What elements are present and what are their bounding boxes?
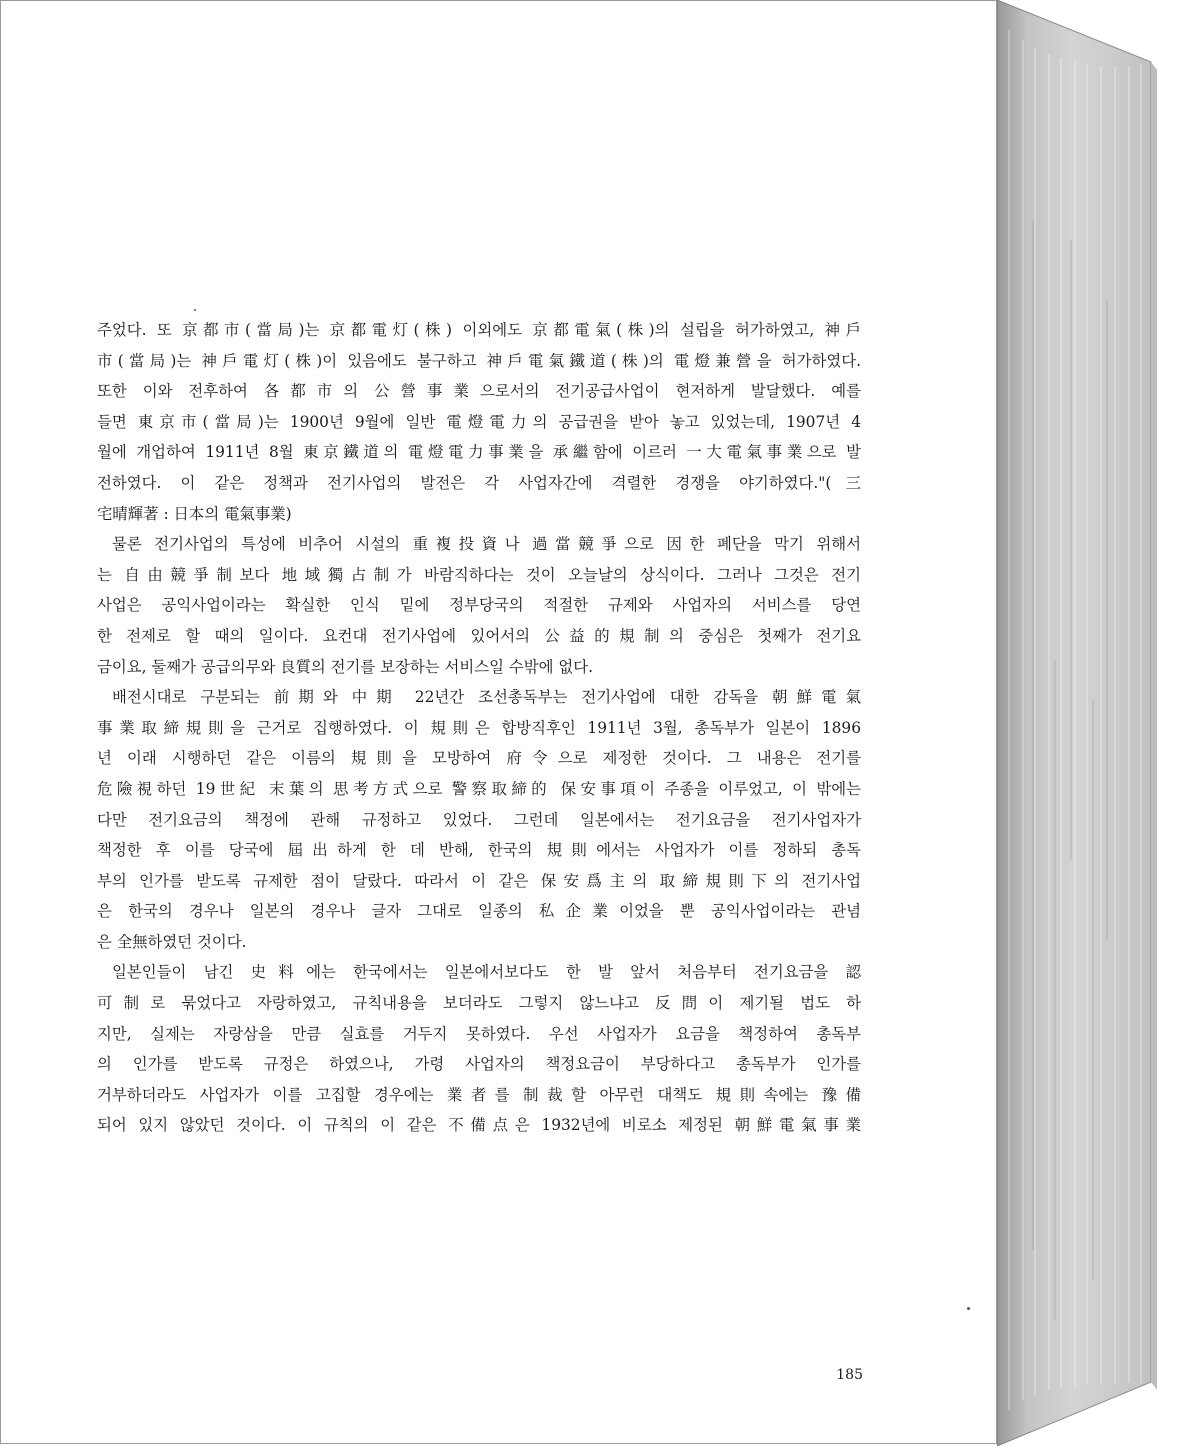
text-line: 可制로 묶었다고 자랑하였고, 규칙내용을 보더라도 그렇지 않느냐고 反問이 제기될 법도 하 [97, 994, 862, 1013]
text-line: 일본인들이 남긴 史料에는 한국에서는 일본에서보다도 한 발 앞서 처음부터 전기요금을 認 [112, 963, 861, 982]
book-page-stack-edge [997, 0, 1195, 1446]
text-line: 사업은 공익사업이라는 확실한 인식 밑에 정부당국의 적절한 규제와 사업자의 서비스를 당연 [97, 596, 861, 615]
stack-shadow [997, 0, 1151, 1446]
text-line: 는 自由競爭制보다 地域獨占制가 바람직하다는 것이 오늘날의 상식이다. 그러나 그것은 전기 [97, 565, 861, 584]
page-speck [967, 1307, 970, 1310]
stack-drop-shadow [1151, 62, 1157, 1390]
text-line: 危險視하던 19世紀 末葉의 思考方式으로 警察取締的 保安事項이 주종을 이루었고, 이 밖에는 [97, 779, 861, 798]
text-line: 事業取締規則을 근거로 집행하였다. 이 規則은 합방직후인 1911년 3월, 총독부가 일본이 1896 [97, 718, 861, 737]
text-line: 월에 개업하여 1911년 8월 東京鐵道의 電燈電力事業을 承繼함에 이르러 一大電氣事業으로 발 [97, 443, 861, 462]
text-line: 되어 있지 않았던 것이다. 이 규칙의 이 같은 不備点은 1932년에 비로소 제정된 朝鮮電氣事業 [97, 1116, 861, 1135]
text-line: 은 한국의 경우나 일본의 경우나 글자 그대로 일종의 私企業이었을 뿐 공익사업이라는 관념 [97, 902, 861, 921]
page-speck [194, 309, 196, 311]
page-number: 185 [836, 1367, 863, 1383]
text-line: 지만, 실제는 자랑삼을 만큼 실효를 거두지 못하였다. 우선 사업자가 요금을 책정하여 총독부 [97, 1024, 861, 1043]
text-line: 宅晴輝著 : 日本의 電氣事業) [97, 504, 292, 523]
text-line: 배전시대로 구분되는 前期와 中期 22년간 조선총독부는 전기사업에 대한 감독을 朝鮮電氣 [112, 688, 861, 707]
text-line: 물론 전기사업의 특성에 비추어 시설의 重複投資나 過當競爭으로 因한 폐단을 막기 위해서 [112, 535, 861, 554]
body-text [97, 315, 861, 1141]
text-line: 금이요, 둘째가 공급의무와 良質의 전기를 보장하는 서비스일 수밖에 없다. [97, 657, 593, 676]
text-line: 한 전제로 할 때의 일이다. 요컨대 전기사업에 있어서의 公益的規制의 중심은 첫째가 전기요 [97, 626, 861, 645]
text-line: 책정한 후 이를 당국에 屆出하게 한 데 반해, 한국의 規則에서는 사업자가 이를 정하되 총독 [97, 841, 861, 860]
text-line: 市(當局)는 神戶電灯(株)이 있음에도 불구하고 神戶電氣鐵道(株)의 電燈兼營을 허가하였다. [97, 351, 861, 370]
text-line: 부의 인가를 받도록 규제한 점이 달랐다. 따라서 이 같은 保安爲主의 取締規則下의 전기사업 [97, 871, 861, 890]
text-line: 의 인가를 받도록 규정은 하였으나, 가령 사업자의 책정요금이 부당하다고 총독부가 인가를 [97, 1055, 861, 1074]
text-line: 은 全無하였던 것이다. [97, 932, 247, 951]
text-line: 거부하더라도 사업자가 이를 고집할 경우에는 業者를 制裁할 아무런 대책도 規則속에는 豫備 [97, 1085, 861, 1104]
text-line: 년 이래 시행하던 같은 이름의 規則을 모방하여 府令으로 제정한 것이다. 그 내용은 전기를 [97, 749, 861, 768]
text-line: 들면 東京市(當局)는 1900년 9월에 일반 電燈電力의 공급권을 받아 놓고 있었는데, 1907년 4 [97, 412, 861, 431]
text-line: 다만 전기요금의 책정에 관해 규정하고 있었다. 그런데 일본에서는 전기요금을 전기사업자가 [97, 810, 861, 829]
text-line: 또한 이와 전후하여 各都市의 公營事業으로서의 전기공급사업이 현저하게 발달했다. 예를 [97, 382, 861, 401]
text-line: 전하였다. 이 같은 정책과 전기사업의 발전은 각 사업자간에 격렬한 경쟁을 야기하였다."(三 [97, 473, 861, 492]
text-line: 주었다. 또 京都市(當局)는 京都電灯(株) 이외에도 京都電氣(株)의 설립을 허가하였고, 神戶 [97, 321, 861, 339]
